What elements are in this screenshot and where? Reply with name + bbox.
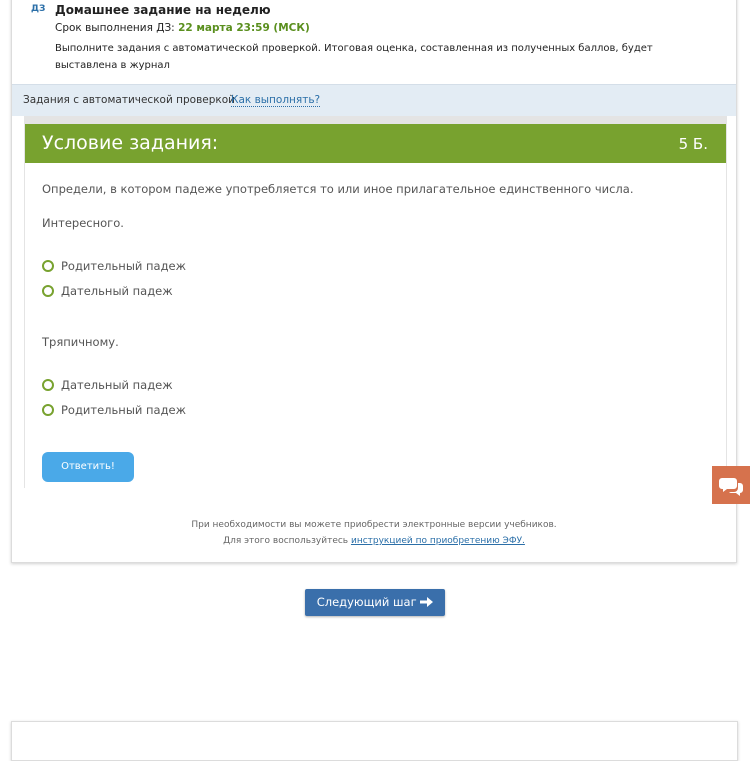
homework-header xyxy=(12,0,736,84)
task-points: 5 Б. xyxy=(678,135,708,153)
homework-card xyxy=(11,0,737,563)
question-word: Тряпичному. xyxy=(42,335,119,349)
deadline-label: Срок выполнения ДЗ: xyxy=(55,22,179,34)
option-label: Родительный падеж xyxy=(61,259,186,273)
task-frame[interactable] xyxy=(24,116,727,488)
homework-title: Домашнее задание на неделю xyxy=(55,3,271,17)
auto-check-bar xyxy=(12,84,736,116)
homework-description: Выполните задания с автоматической проверкой. Итоговая оценка, составленная из полученных баллов, будет выставлена в журнал xyxy=(55,43,653,71)
chat-bubbles-icon xyxy=(712,466,750,504)
task-instruction: Определи, в котором падеже употребляется то или иное прилагательное единственного числа. xyxy=(42,182,634,196)
deadline-value: 22 марта 23:59 (МСК) xyxy=(178,22,310,34)
footer-note: При необходимости вы можете приобрести электронные версии учебников. xyxy=(191,520,557,530)
radio-circle-icon xyxy=(42,404,54,416)
task-header xyxy=(25,124,726,163)
option-label: Дательный падеж xyxy=(61,378,173,392)
option-label: Родительный падеж xyxy=(61,403,186,417)
next-step-label: Следующий шаг xyxy=(316,595,417,609)
radio-circle-icon xyxy=(42,379,54,391)
task-title: Условие задания: xyxy=(42,132,219,154)
radio-circle-icon xyxy=(42,260,54,272)
option-label: Дательный падеж xyxy=(61,284,173,298)
how-to-link[interactable]: Как выполнять? xyxy=(231,94,321,106)
question-word: Интересного. xyxy=(42,216,124,230)
homework-badge: ДЗ xyxy=(31,4,46,14)
answer-button[interactable]: Ответить! xyxy=(42,452,134,482)
homework-deadline xyxy=(55,22,310,34)
arrow-right-icon xyxy=(420,597,433,607)
footer-note-2 xyxy=(12,536,736,546)
footer-note-prefix: Для этого воспользуйтесь xyxy=(223,536,351,546)
next-section-card xyxy=(11,721,738,761)
purchase-instructions-link[interactable]: инструкцией по приобретению ЭФУ. xyxy=(350,536,525,546)
auto-check-label: Задания с автоматической проверкой xyxy=(23,94,235,106)
next-step-button[interactable] xyxy=(305,589,445,616)
task-panel xyxy=(25,124,726,488)
radio-circle-icon xyxy=(42,285,54,297)
chat-button[interactable] xyxy=(712,466,750,504)
